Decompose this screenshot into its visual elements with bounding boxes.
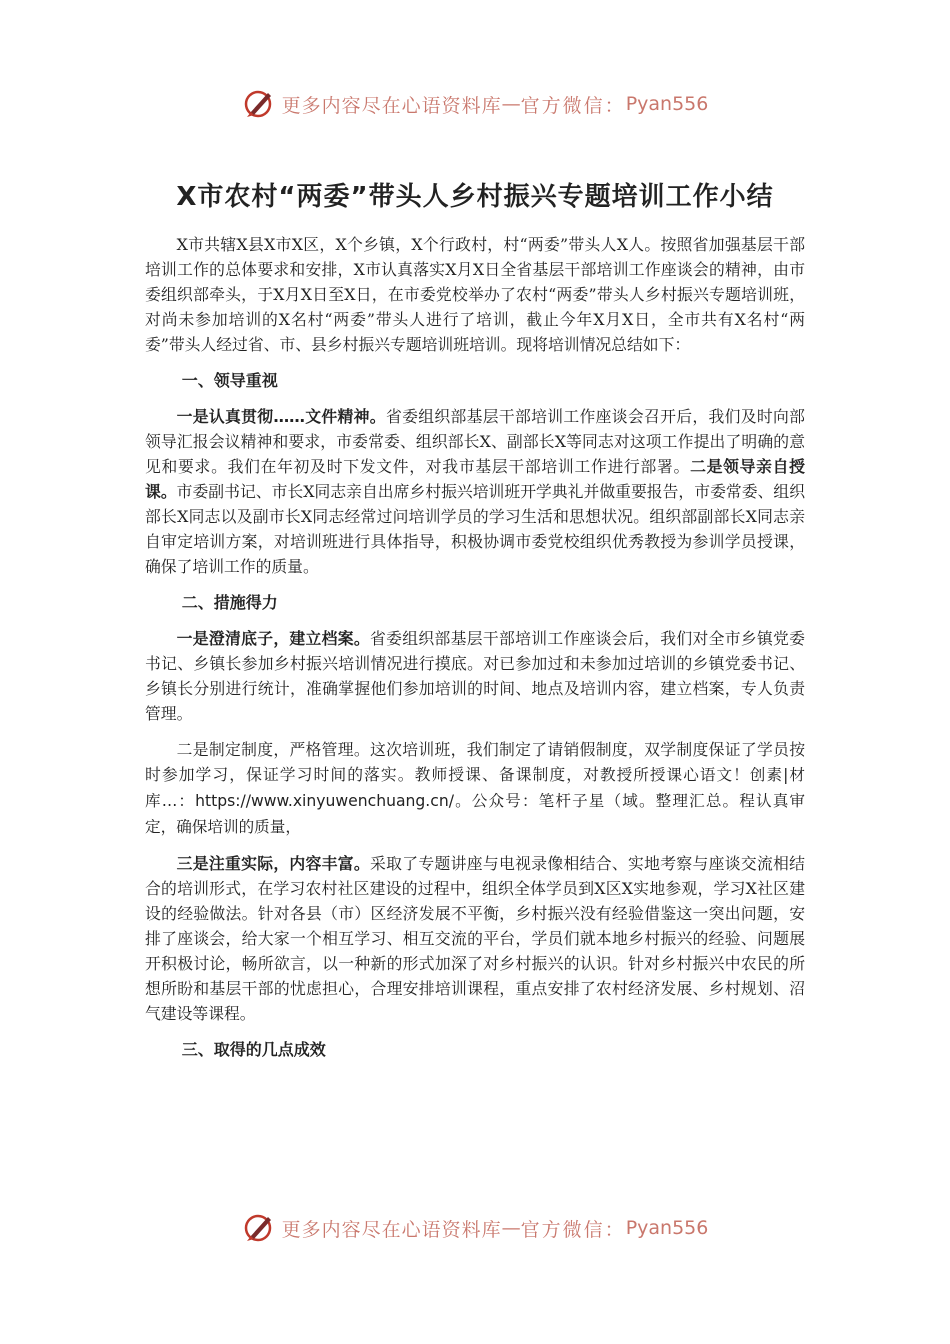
banner-wechat-id: Pyan556 (625, 1217, 709, 1239)
leadership-paragraph (145, 404, 805, 579)
point-text: 采取了专题讲座与电视录像相结合、实地考察与座谈交流相结合的培训形式，在学习农村社区建设的过程中，组织全体学员到X区X实地参观，学习X社区建设的经验做法。针对各县（市）区经济发展不平衡，乡村振兴没有经验借鉴这一突出问题，安排了座谈会，给大家一个相互学习、相互交流的平台，学员们就本地乡村振兴的经验、问题展开积极讨论，畅所欲言，以一种新的形式加深了对乡村振兴的认识。针对乡村振兴中农民的所想所盼和基层干部的忧虑担心，合理安排培训课程，重点安排了农村经济发展、乡村规划、沼气建设等课程。 (145, 854, 805, 1023)
header-banner (0, 84, 950, 124)
measures-paragraph-1 (145, 626, 805, 726)
banner-sub-text: 官方微信： (520, 94, 626, 117)
intro-paragraph: X市共辖X县X市X区，X个乡镇，X个行政村，村“两委”带头人X人。按照省加强基层干部培训工作的总体要求和安排，X市认真落实X月X日全省基层干部培训工作座谈会的精神，由市委组织部牵头，于X月X日至X日，在市委党校举办了农村“两委”带头人乡村振兴专题培训班，对尚未参加培训的X名村“两委”带头人进行了培训，截止今年X月X日，全市共有X名村“两委”带头人经过省、市、县乡村振兴专题培训班培训。现将培训情况总结如下： (145, 235, 805, 354)
measures-paragraph-3 (145, 851, 805, 1026)
point-bold: 三是注重实际，内容丰富。 (176, 854, 371, 873)
section-heading-leadership: 一、领导重视 (181, 371, 278, 390)
point-text: 市委副书记、市长X同志亲自出席乡村振兴培训班开学典礼并做重要报告，市委常委、组织部长X同志以及副市长X同志经常过问培训学员的学习生活和思想状况。组织部副部长X同志亲自审定培训方案，对培训班进行具体指导，积极协调市委党校组织优秀教授为参训学员授课，确保了培训工作的质量。 (145, 482, 805, 576)
banner-wechat-id: Pyan556 (625, 93, 709, 115)
pen-circle-logo-icon (242, 87, 276, 121)
point-text: 二是制定制度，严格管理。这次培训班，我们制定了请销假制度，双学制度保证了学员按时参加学习，保证学习时间的落实。教师授课、备课制度，对 (145, 740, 805, 784)
watermark-inline-text: 教授所授课心语文！创素|材库…：https://www.xinyuwenchuang.cn/。公众号：笔杆子星（域。整理汇总。程认真审定，确保培训的质量， (145, 766, 805, 836)
point-bold: 二是领导亲自授课。 (145, 457, 805, 501)
section-heading-measures: 二、措施得力 (181, 593, 278, 612)
banner-dash: — (501, 93, 521, 115)
measures-paragraph-2 (145, 737, 805, 840)
document-body (145, 232, 805, 1073)
banner-dash: — (501, 1217, 521, 1239)
point-bold: 一是认真贯彻……文件精神。 (176, 407, 386, 426)
point-bold: 一是澄清底子，建立档案。 (176, 629, 371, 648)
banner-main-text: 更多内容尽在心语资料库 (281, 1218, 502, 1241)
point-text: 省委组织部基层干部培训工作座谈会后，我们对全市乡镇党委书记、乡镇长参加乡村振兴培训情况进行摸底。对已参加过和未参加过培训的乡镇党委书记、乡镇长分别进行统计，准确掌握他们参加培训的时间、地点及培训内容，建立档案，专人负责管理。 (145, 629, 805, 723)
point-text: 省委组织部基层干部培训工作座谈会召开后，我们及时向部领导汇报会议精神和要求，市委常委、组织部长X、副部长X等同志对这项工作提出了明确的意见和要求。我们在年初及时下发文件，对我市基层干部培训工作进行部署。 (145, 407, 805, 476)
section-heading-results: 三、取得的几点成效 (181, 1040, 326, 1059)
document-title: X市农村“两委”带头人乡村振兴专题培训工作小结 (176, 182, 774, 212)
pen-circle-logo-icon (242, 1211, 276, 1245)
footer-banner (0, 1208, 950, 1248)
banner-main-text: 更多内容尽在心语资料库 (281, 94, 502, 117)
banner-sub-text: 官方微信： (520, 1218, 626, 1241)
